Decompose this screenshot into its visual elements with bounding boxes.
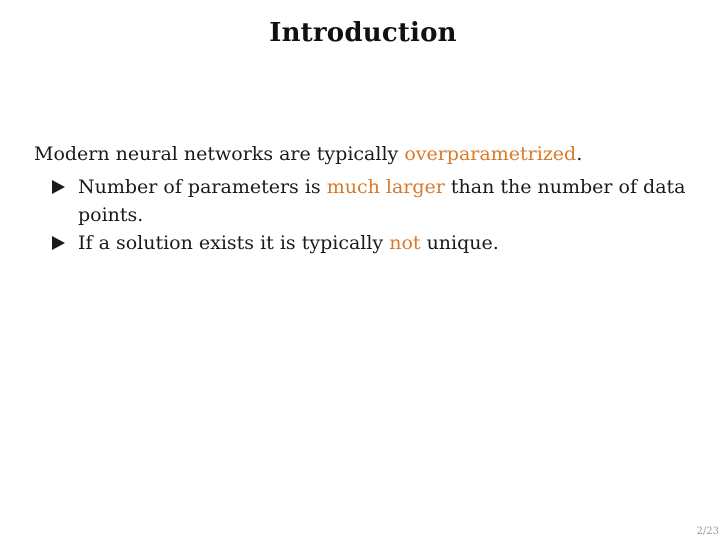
intro-sentence	[34, 140, 694, 168]
triangle-right-icon	[52, 180, 65, 194]
bullet-highlight: much larger	[326, 176, 445, 198]
bullet-text: Number of parameters is	[78, 176, 327, 198]
bullet-item	[34, 229, 694, 257]
bullet-text-end: unique.	[420, 232, 499, 254]
bullet-list	[34, 173, 694, 257]
bullet-text-end: than the number of data points.	[78, 176, 686, 226]
bullet-highlight: not	[389, 232, 421, 254]
page-number: 2/23	[696, 526, 719, 537]
intro-text: Modern neural networks are typically	[34, 143, 405, 165]
intro-highlight: overparametrized	[404, 143, 577, 165]
bullet-text: If a solution exists it is typically	[78, 232, 390, 254]
slide-title: Introduction	[269, 18, 457, 48]
intro-ending: .	[576, 143, 583, 165]
slide-content	[34, 140, 694, 257]
bullet-item	[34, 173, 694, 229]
triangle-right-icon	[52, 236, 65, 250]
